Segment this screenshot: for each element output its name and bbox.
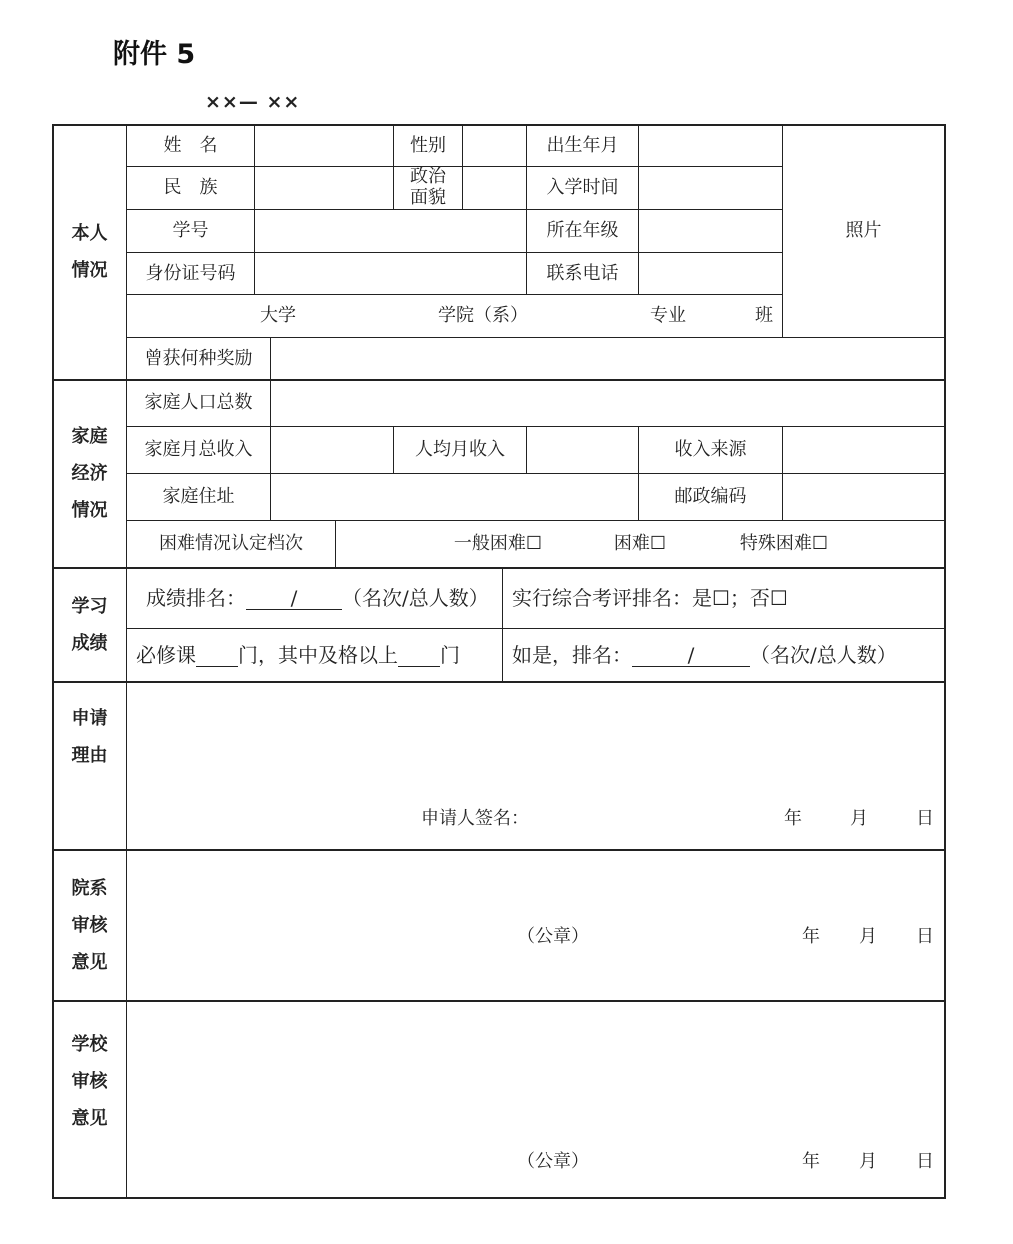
ethnicity-label: 民 族 [163,177,218,199]
phone-label: 联系电话 [546,262,619,284]
attachment-label: 附件 5 [113,39,196,70]
section-reason-title: 申请 理由 [71,708,108,766]
per-capita-income-label: 人均月收入 [415,439,505,461]
dept-review-input-area[interactable] [127,851,944,921]
required-courses: 必修课 门，其中及格以上 门 [136,643,460,667]
form-code: ××— ×× [205,91,301,113]
school-year-label: 年 [802,1151,820,1173]
composite-ranking: 如是，排名： / （名次/总人数） [512,642,897,667]
student-id-label: 学号 [172,220,209,242]
reason-day-label: 日 [916,808,934,830]
gender-label: 性别 [410,134,446,156]
section-study-title: 学习 成绩 [71,595,108,654]
section-dept-review-title: 院系 审核 意见 [71,877,108,973]
option-special-difficulty[interactable]: 特殊困难☐ [739,533,829,555]
photo-placeholder[interactable]: 照片 [845,220,882,242]
grade-ranking: 成绩排名： / （名次/总人数） [146,585,489,610]
college-label: 学院（系） [438,305,528,327]
applicant-signature-label: 申请人签名： [421,808,529,830]
passed-courses-blank[interactable] [398,644,440,667]
class-label: 班 [755,305,773,327]
difficulty-level-label: 困难情况认定档次 [159,533,303,555]
major-label: 专业 [650,305,686,327]
option-difficulty[interactable]: 困难☐ [613,533,667,555]
ranking-blank[interactable]: / [246,587,342,610]
postcode-label: 邮政编码 [674,486,747,508]
school-seal-label: （公章） [517,1151,589,1173]
school-day-label: 日 [916,1151,934,1173]
composite-ranking-question[interactable]: 实行综合考评排名：是☐；否☐ [512,586,788,610]
required-courses-blank[interactable] [196,644,238,667]
university-label: 大学 [260,305,296,327]
dept-day-label: 日 [916,926,934,948]
family-monthly-income-label: 家庭月总收入 [144,439,253,461]
dept-seal-label: （公章） [517,926,589,948]
section-family-title: 家庭 经济 情况 [71,426,108,521]
family-address-label: 家庭住址 [162,486,235,508]
political-status-label: 政治 面貌 [410,166,446,208]
family-population-label: 家庭人口总数 [144,392,253,414]
section-school-review-title: 学校 审核 意见 [71,1033,108,1129]
id-card-label: 身份证号码 [145,262,236,284]
enrollment-date-label: 入学时间 [546,177,619,199]
school-review-input-area[interactable] [127,1002,944,1142]
name-label: 姓 名 [163,134,218,156]
grade-label: 所在年级 [546,220,619,242]
income-source-label: 收入来源 [674,439,747,461]
school-month-label: 月 [859,1151,877,1173]
composite-ranking-blank[interactable]: / [632,644,750,667]
reason-input-area[interactable] [127,682,944,802]
option-general-difficulty[interactable]: 一般困难☐ [453,533,543,555]
reason-year-label: 年 [784,808,802,830]
section-personal-title: 本人 情况 [71,223,108,281]
dept-month-label: 月 [859,926,877,948]
awards-label: 曾获何种奖励 [144,347,253,369]
dept-year-label: 年 [802,926,820,948]
reason-month-label: 月 [850,808,868,830]
birth-date-label: 出生年月 [546,134,619,156]
